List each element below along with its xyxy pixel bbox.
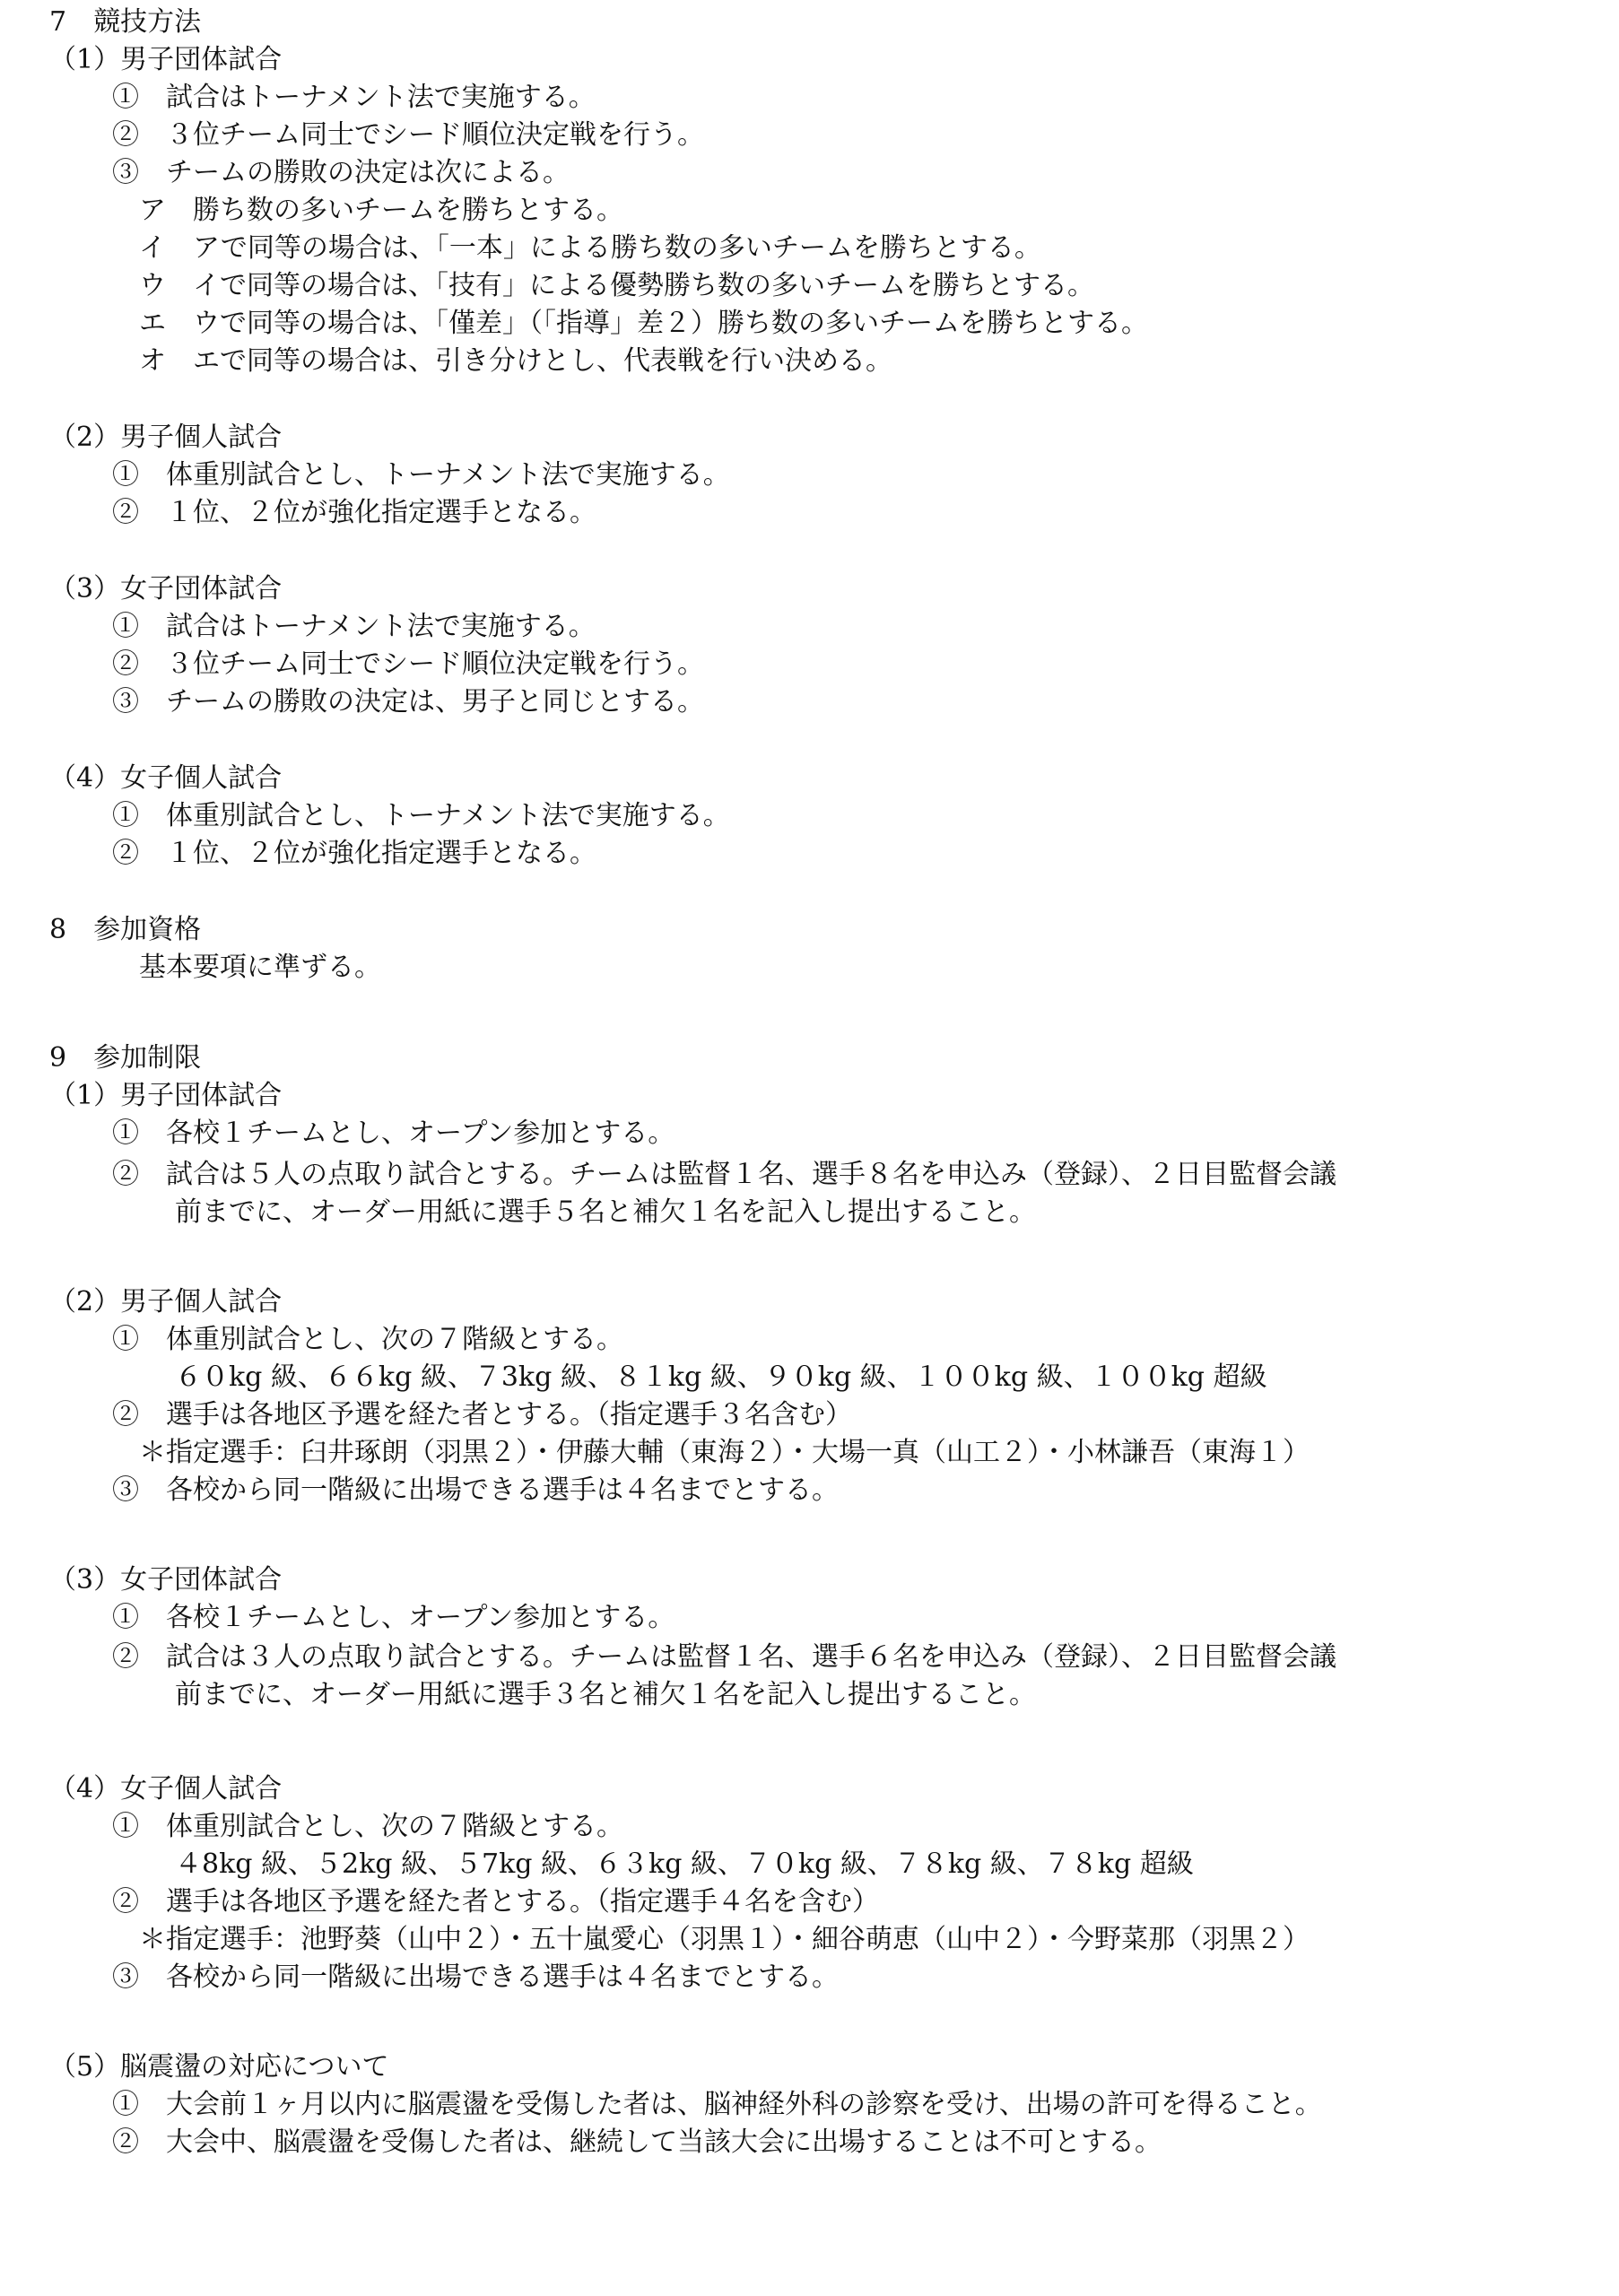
s7-sub1-item-2: ② ３位チーム同士でシード順位決定戦を行う。	[112, 119, 704, 151]
s9-sub3-item-2: ② 試合は３人の点取り試合とする。チームは監督１名、選手６名を申込み（登録）、２日目監督会議	[112, 1641, 1336, 1673]
s9-sub1-heading: （1）男子団体試合	[49, 1080, 283, 1111]
s7-sub2-item-1: ① 体重別試合とし、トーナメント法で実施する。	[112, 459, 730, 491]
s7-sub3-item-1: ① 試合はトーナメント法で実施する。	[112, 611, 596, 642]
s7-sub3-heading: （3）女子団体試合	[49, 573, 283, 604]
s7-sub4-heading: （4）女子個人試合	[49, 762, 283, 794]
section-8-heading: 8 参加資格	[49, 914, 202, 945]
s7-rule-a: ア 勝ち数の多いチームを勝ちとする。	[139, 195, 623, 226]
s9-sub2-weight-classes: ６０kg 級、６６kg 級、７3kg 級、８１kg 級、９０kg 級、１００kg 級、１００kg 超級	[175, 1361, 1267, 1393]
s7-sub2-heading: （2）男子個人試合	[49, 422, 283, 453]
s9-sub3-heading: （3）女子団体試合	[49, 1564, 283, 1596]
s9-sub4-item-3: ③ 各校から同一階級に出場できる選手は４名までとする。	[112, 1961, 839, 1993]
s8-body: 基本要項に準ずる。	[139, 952, 381, 983]
s9-sub2-item-1: ① 体重別試合とし、次の７階級とする。	[112, 1324, 623, 1355]
s7-rule-o: オ エで同等の場合は、引き分けとし、代表戦を行い決める。	[139, 345, 892, 377]
s7-rule-u: ウ イで同等の場合は、「技有」による優勢勝ち数の多いチームを勝ちとする。	[139, 270, 1094, 301]
s9-sub5-heading: （5）脳震盪の対応について	[49, 2051, 389, 2083]
s9-sub4-heading: （4）女子個人試合	[49, 1773, 283, 1805]
s9-sub2-item-3: ③ 各校から同一階級に出場できる選手は４名までとする。	[112, 1474, 839, 1506]
s9-sub4-item-2: ② 選手は各地区予選を経た者とする。（指定選手４名を含む）	[112, 1886, 879, 1918]
s9-sub1-item-2: ② 試合は５人の点取り試合とする。チームは監督１名、選手８名を申込み（登録）、２日目監督会議	[112, 1159, 1336, 1190]
s7-sub4-item-2: ② １位、２位が強化指定選手となる。	[112, 838, 596, 869]
s9-sub5-item-2: ② 大会中、脳震盪を受傷した者は、継続して当該大会に出場することは不可とする。	[112, 2126, 1162, 2158]
s7-sub1-heading: （1）男子団体試合	[49, 44, 283, 75]
s7-sub4-item-1: ① 体重別試合とし、トーナメント法で実施する。	[112, 800, 730, 831]
s9-sub2-item-2: ② 選手は各地区予選を経た者とする。（指定選手３名含む）	[112, 1399, 852, 1431]
s9-sub4-item-1: ① 体重別試合とし、次の７階級とする。	[112, 1811, 623, 1842]
s9-sub4-weight-classes: ４8kg 級、５2kg 級、５7kg 級、６３kg 級、７０kg 級、７８kg 級、７８kg 超級	[175, 1848, 1194, 1880]
s9-sub2-designated-players: ＊指定選手：臼井琢朗（羽黒２）・伊藤大輔（東海２）・大場一真（山工２）・小林謙吾（東海１）	[139, 1437, 1310, 1468]
s9-sub1-item-2-cont: 前までに、オーダー用紙に選手５名と補欠１名を記入し提出すること。	[175, 1196, 1036, 1228]
s7-sub1-item-1: ① 試合はトーナメント法で実施する。	[112, 82, 596, 113]
s9-sub5-item-1: ① 大会前１ヶ月以内に脳震盪を受傷した者は、脳神経外科の診察を受け、出場の許可を得ること。	[112, 2089, 1322, 2120]
s7-sub3-item-3: ③ チームの勝敗の決定は、男子と同じとする。	[112, 686, 704, 718]
s7-rule-e: エ ウで同等の場合は、「僅差」（「指導」差２）勝ち数の多いチームを勝ちとする。	[139, 308, 1148, 339]
s9-sub4-designated-players: ＊指定選手：池野葵（山中２）・五十嵐愛心（羽黒１）・細谷萌恵（山中２）・今野菜那（羽黒２）	[139, 1924, 1310, 1955]
s7-sub3-item-2: ② ３位チーム同士でシード順位決定戦を行う。	[112, 648, 704, 680]
s9-sub2-heading: （2）男子個人試合	[49, 1286, 283, 1318]
s9-sub3-item-2-cont: 前までに、オーダー用紙に選手３名と補欠１名を記入し提出すること。	[175, 1679, 1036, 1710]
s7-rule-i: イ アで同等の場合は、「一本」による勝ち数の多いチームを勝ちとする。	[139, 232, 1041, 264]
section-7-heading: 7 競技方法	[49, 6, 202, 38]
s9-sub1-item-1: ① 各校１チームとし、オープン参加とする。	[112, 1118, 675, 1149]
s7-sub2-item-2: ② １位、２位が強化指定選手となる。	[112, 497, 596, 528]
s9-sub3-item-1: ① 各校１チームとし、オープン参加とする。	[112, 1602, 675, 1633]
s7-sub1-item-3: ③ チームの勝敗の決定は次による。	[112, 157, 570, 188]
section-9-heading: 9 参加制限	[49, 1042, 202, 1074]
